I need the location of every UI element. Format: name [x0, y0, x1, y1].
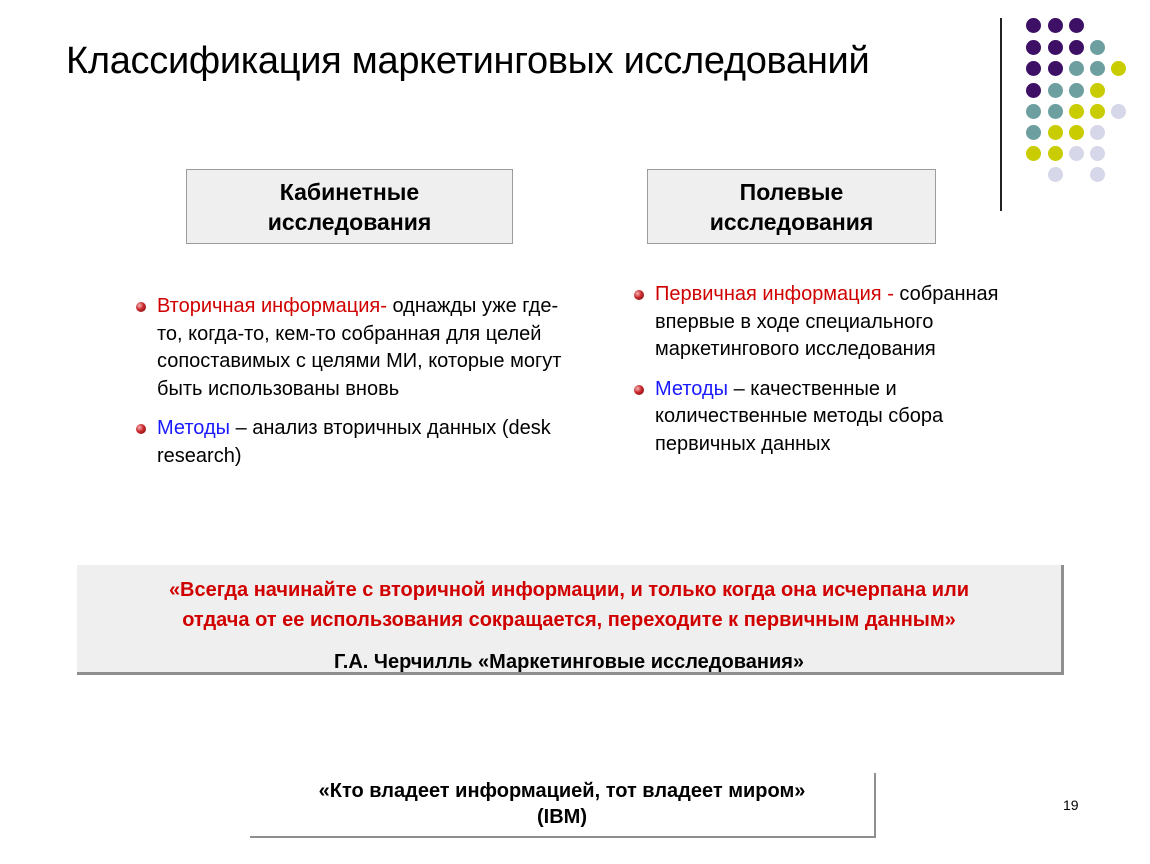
decorative-dot [1069, 61, 1084, 76]
churchill-quote-author: Г.А. Черчилль «Маркетинговые исследования» [333, 651, 805, 673]
bullet-icon [634, 290, 644, 300]
decorative-dot [1111, 61, 1126, 76]
desk-research-box-line1: Кабинетные [279, 178, 420, 205]
decorative-dot [1090, 146, 1105, 161]
decorative-dot [1026, 146, 1041, 161]
title-divider [1000, 18, 1002, 211]
list-item [634, 281, 1034, 364]
decorative-dot [1069, 125, 1084, 140]
bullet-icon [136, 424, 146, 434]
decorative-dot [1026, 83, 1041, 98]
bullet-icon [634, 385, 644, 395]
decorative-dot [1090, 61, 1105, 76]
field-research-box-line2: исследования [709, 208, 874, 235]
field-research-box [647, 169, 936, 244]
decorative-dot [1069, 40, 1084, 55]
bullet-icon [136, 302, 146, 312]
list-item [634, 376, 1034, 459]
bullet-highlight: Вторичная информация- [157, 295, 387, 317]
decorative-dot [1111, 104, 1126, 119]
bullet-text: – анализ вторичных данных (desk research) [157, 417, 551, 467]
decorative-dot [1048, 104, 1063, 119]
decorative-dot [1090, 104, 1105, 119]
decorative-dot [1048, 146, 1063, 161]
decorative-dot [1026, 125, 1041, 140]
page-number: 19 [1063, 797, 1079, 813]
decorative-dot [1069, 104, 1084, 119]
ibm-quote-box [250, 773, 876, 838]
decorative-dot [1048, 167, 1063, 182]
ibm-quote-line1: «Кто владеет информацией, тот владеет миром» [318, 780, 806, 802]
desk-research-box [186, 169, 513, 244]
decorative-dot [1048, 18, 1063, 33]
bullet-highlight: Первичная информация - [655, 283, 894, 305]
bullet-text: – качественные и количественные методы сбора первичных данных [655, 377, 944, 455]
decorative-dot [1069, 146, 1084, 161]
decorative-dot [1026, 18, 1041, 33]
field-research-bullets [634, 281, 1034, 470]
field-research-box-line1: Полевые [739, 178, 844, 205]
decorative-dot [1069, 83, 1084, 98]
decorative-dot [1026, 40, 1041, 55]
decorative-dot [1048, 83, 1063, 98]
list-item [136, 293, 576, 403]
decorative-dot [1090, 83, 1105, 98]
churchill-quote-box [77, 565, 1064, 675]
ibm-quote-line2: (IBM) [537, 806, 587, 828]
decorative-dot [1026, 61, 1041, 76]
bullet-highlight: Методы [655, 377, 729, 400]
decorative-dot [1026, 104, 1041, 119]
decorative-dot [1090, 167, 1105, 182]
churchill-quote-line1: «Всегда начинайте с вторичной информации, и только когда она исчерпана или [168, 579, 970, 601]
decorative-dot [1090, 40, 1105, 55]
bullet-text: собранная впервые в ходе специального маркетингового исследования [655, 283, 999, 360]
list-item [136, 415, 576, 470]
decorative-dot [1048, 61, 1063, 76]
churchill-quote-text [77, 575, 1061, 635]
decorative-dot [1069, 18, 1084, 33]
desk-research-box-line2: исследования [267, 208, 432, 235]
desk-research-bullets [136, 293, 576, 482]
slide-title: Классификация маркетинговых исследований [66, 40, 870, 82]
decorative-dot [1048, 125, 1063, 140]
bullet-highlight: Методы [157, 417, 231, 439]
bullet-text: однажды уже где-то, когда-то, кем-то собранная для целей сопоставимых с целями МИ, которые могут быть использованы вновь [157, 295, 562, 400]
decorative-dot [1048, 40, 1063, 55]
decorative-dot [1090, 125, 1105, 140]
churchill-quote-line2: отдача от ее использования сокращается, переходите к первичным данным» [182, 609, 956, 631]
